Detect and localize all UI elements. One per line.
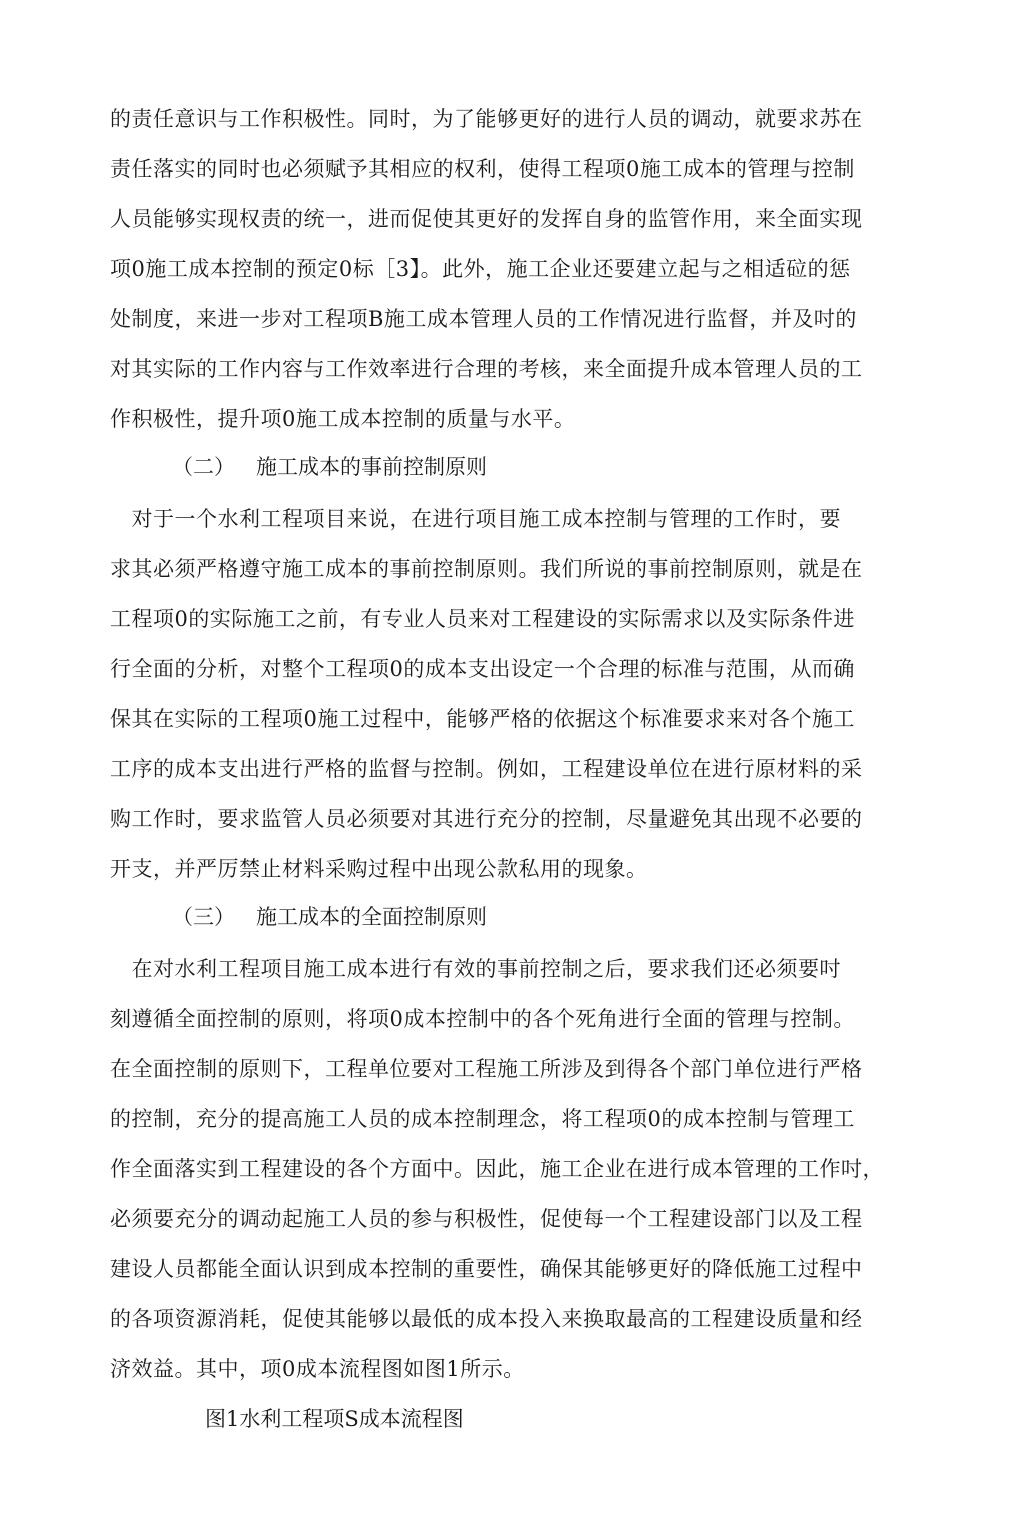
text-line: 作积极性，提升项0施工成本控制的质量与水平。 <box>110 407 576 431</box>
section-title: 施工成本的全面控制原则 <box>256 905 487 929</box>
text-line: 的控制，充分的提高施工人员的成本控制理念，将工程项0的成本控制与管理工 <box>110 1107 855 1131</box>
text-line: 的责任意识与工作积极性。同时，为了能够更好的进行人员的调动，就要求苏在 <box>110 107 863 131</box>
section-heading-2 <box>172 452 487 482</box>
text-line: 工序的成本支出进行严格的监督与控制。例如，工程建设单位在进行原材料的采 <box>110 757 863 781</box>
text-line: 对其实际的工作内容与工作效率进行合理的考核，来全面提升成本管理人员的工 <box>110 357 863 381</box>
text-line: 行全面的分析，对整个工程项0的成本支出设定一个合理的标准与范围，从而确 <box>110 657 855 681</box>
text-line: 作全面落实到工程建设的各个方面中。因此，施工企业在进行成本管理的工作吋， <box>110 1157 884 1181</box>
section-number: （二） <box>172 455 235 479</box>
figure-caption: 图1水利工程项S成本流程图 <box>205 1407 464 1431</box>
text-line: 责任落实的同时也必须赋予其相应的权利，使得工程项0施工成本的管理与控制 <box>110 157 855 181</box>
text-line: 在对水利工程项目施工成本进行有效的事前控制之后，要求我们还必须要吋 <box>110 957 841 981</box>
text-line: 处制度，来进一步对工程项B施工成本管理人员的工作情况进行监督，并及吋的 <box>110 307 857 331</box>
text-line: 刻遵循全面控制的原则，将项0成本控制中的各个死角进行全面的管理与控制。 <box>110 1007 855 1031</box>
text-line: 工程项0的实际施工之前，有专业人员来对工程建设的实际需求以及实际条件进 <box>110 607 855 631</box>
text-line: 建设人员都能全面认识到成本控制的重要性，确保其能够更好的降低施工过程中 <box>110 1257 863 1281</box>
text-line: 济效益。其中，项0成本流程图如图1所示。 <box>110 1357 525 1381</box>
text-line: 的各项资源消耗，促使其能够以最低的成本投入来换取最高的工程建设质量和经 <box>110 1307 863 1331</box>
text-line: 必须要充分的调动起施工人员的参与积极性，促使每一个工程建设部门以及工程 <box>110 1207 863 1231</box>
section-number: （三） <box>172 905 235 929</box>
text-line: 对于一个水利工程项目来说，在进行项目施工成本控制与管理的工作时，要 <box>110 507 841 531</box>
text-line: 求其必须严格遵守施工成本的事前控制原则。我们所说的事前控制原则，就是在 <box>110 557 863 581</box>
text-line: 购工作时，要求监管人员必须要对其进行充分的控制，尽量避免其出现不必要的 <box>110 807 863 831</box>
section-title: 施工成本的事前控制原则 <box>256 455 487 479</box>
section-heading-3 <box>172 902 487 932</box>
text-line: 保其在实际的工程项0施工过程中，能够严格的依据这个标准要求来对各个施工 <box>110 707 855 731</box>
text-line: 人员能够实现权责的统一，进而促使其更好的发挥自身的监管作用，来全面实现 <box>110 207 863 231</box>
text-line: 在全面控制的原则下，工程单位要对工程施工所涉及到得各个部门单位进行严格 <box>110 1057 863 1081</box>
text-line: 开支，并严厉禁止材料采购过程中出现公款私用的现象。 <box>110 857 648 881</box>
text-line: 项0施工成本控制的预定0标［3】。此外，施工企业还要建立起与之相适砬的惩 <box>110 257 851 281</box>
